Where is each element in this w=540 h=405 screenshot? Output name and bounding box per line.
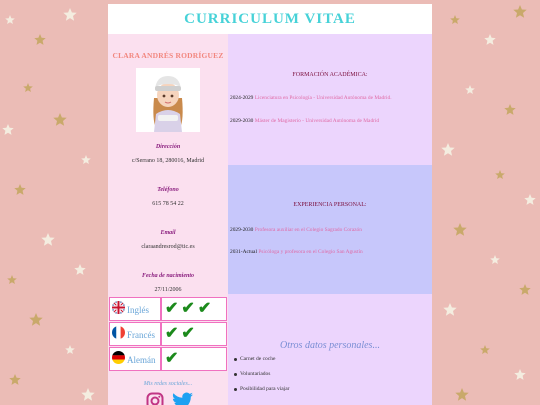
email-label: Email: [160, 230, 176, 236]
star-icon: [41, 233, 54, 246]
star-icon: [23, 83, 33, 92]
check-icon: ✔: [197, 300, 215, 317]
germany-flag-icon: [112, 351, 125, 364]
language-name: Francés: [127, 330, 155, 340]
avatar: [136, 68, 200, 132]
social-label: Mis redes sociales...: [143, 381, 193, 387]
education-text: Máster de Magisterio - Universidad Autónoma de Madrid: [254, 118, 380, 124]
language-level: [165, 325, 198, 343]
uk-flag-icon: [112, 301, 125, 314]
language-row: [109, 347, 227, 371]
star-icon: [495, 170, 505, 179]
experience-text: Psicóloga y profesora en el Colegio San Agustín: [258, 249, 363, 255]
experience-years: 2031-Actual: [230, 249, 257, 255]
instagram-icon[interactable]: [146, 392, 164, 405]
cv-page: [108, 4, 432, 405]
star-icon: [443, 303, 456, 316]
star-icon: [490, 255, 500, 264]
star-icon: [5, 15, 15, 24]
email-value: claraandresrod@tic.es: [141, 244, 195, 250]
star-icon: [480, 345, 490, 354]
star-icon: [14, 184, 25, 195]
star-icon: [81, 388, 94, 401]
education-entry: [230, 118, 379, 124]
experience-section: [228, 165, 432, 294]
language-level: [165, 350, 181, 368]
phone-label: Teléfono: [157, 187, 179, 193]
education-section: [228, 34, 432, 165]
left-column: [108, 34, 228, 405]
cv-title: CURRICULUM VITAE: [184, 11, 356, 27]
star-icon: [519, 284, 530, 295]
star-icon: [65, 345, 75, 354]
birthdate-value: 27/11/2006: [154, 287, 182, 293]
education-years: 2024-2029: [230, 95, 254, 101]
star-icon: [53, 113, 66, 126]
right-column: [228, 34, 432, 405]
list-item: Posibilidad para viajar: [240, 386, 290, 392]
france-flag-icon: [112, 326, 125, 339]
star-icon: [514, 369, 525, 380]
language-level: [165, 300, 214, 318]
language-name: Alemán: [127, 355, 156, 365]
star-icon: [441, 143, 454, 156]
address-label: Dirección: [155, 144, 181, 150]
language-row: [109, 297, 227, 321]
star-icon: [34, 34, 45, 45]
experience-text: Profesora auxiliar en el Colegio Sagrado Corazón: [254, 227, 362, 233]
star-icon: [465, 85, 475, 94]
check-icon: ✔: [165, 350, 182, 367]
other-info-section: [228, 294, 432, 405]
education-text: Licenciatura en Psicología - Universidad Autónoma de Madrid.: [254, 95, 392, 101]
star-icon: [7, 275, 17, 284]
experience-years: 2029-2030: [230, 227, 254, 233]
check-icon: ✔: [165, 300, 182, 317]
star-icon: [450, 15, 460, 24]
check-icon: ✔: [181, 325, 198, 342]
education-years: 2029-2030: [230, 118, 254, 124]
education-entry: [230, 95, 392, 101]
star-icon: [524, 194, 535, 205]
star-icon: [2, 124, 13, 135]
star-icon: [484, 34, 495, 45]
star-icon: [63, 8, 76, 21]
education-title: FORMACIÓN ACADÉMICA:: [292, 72, 368, 78]
list-item: Voluntariados: [240, 371, 271, 377]
star-icon: [455, 388, 468, 401]
star-icon: [453, 223, 466, 236]
list-item: Carnet de coche: [240, 356, 276, 362]
check-icon: ✔: [181, 300, 198, 317]
star-icon: [9, 374, 20, 385]
star-icon: [81, 155, 91, 164]
language-name: Inglés: [127, 305, 149, 315]
address-value: c/Serrano 18, 280016, Madrid: [131, 158, 205, 164]
phone-value: 615 78 54 22: [152, 201, 184, 207]
experience-entry: [230, 227, 362, 233]
experience-entry: [230, 249, 363, 255]
star-icon: [513, 5, 526, 18]
twitter-icon[interactable]: [172, 392, 194, 405]
other-info-title: Otros datos personales...: [280, 340, 380, 351]
experience-title: EXPERIENCIA PERSONAL:: [293, 202, 367, 208]
check-icon: ✔: [165, 325, 182, 342]
title-bar: [108, 4, 432, 34]
person-name: CLARA ANDRÉS RODRÍGUEZ: [112, 51, 224, 60]
star-icon: [74, 264, 85, 275]
star-icon: [504, 104, 515, 115]
birthdate-label: Fecha de nacimiento: [142, 273, 194, 279]
language-row: [109, 322, 227, 346]
star-icon: [29, 313, 42, 326]
